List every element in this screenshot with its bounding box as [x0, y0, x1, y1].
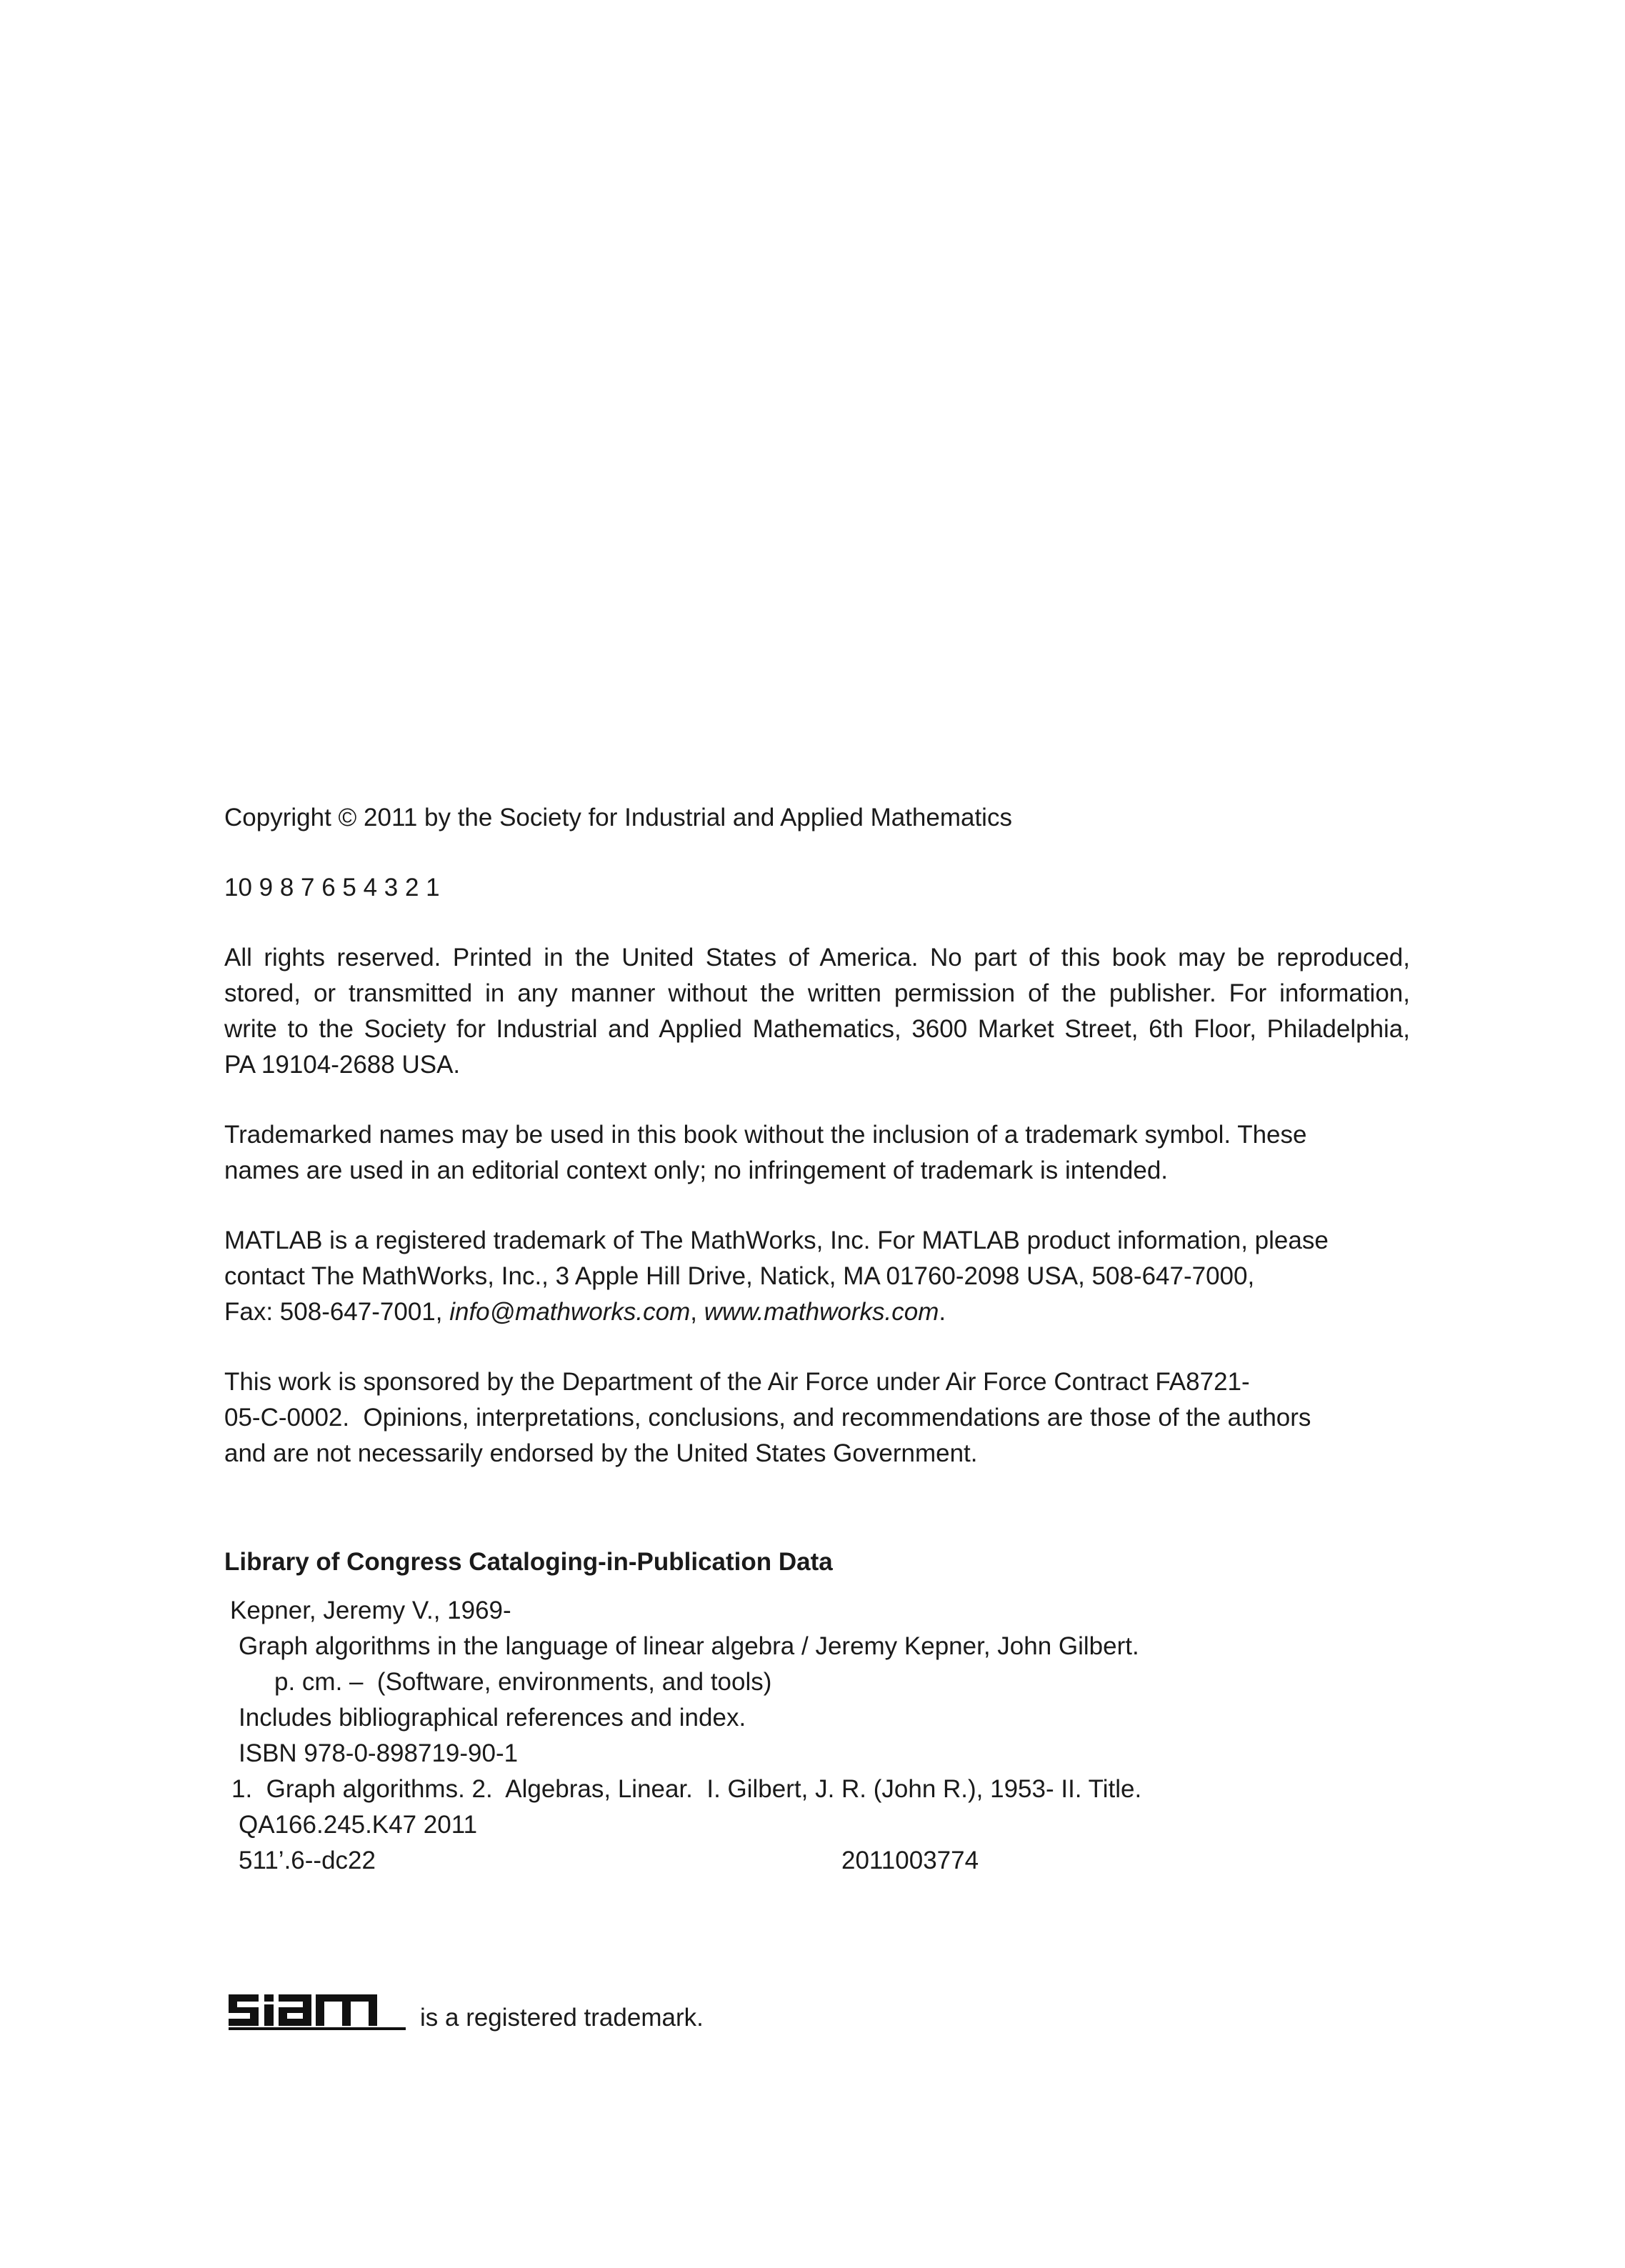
- cip-classification-row: [224, 1843, 1410, 1879]
- rights-line: PA 19104-2688 USA.: [224, 1051, 461, 1079]
- cip-author: Kepner, Jeremy V., 1969-: [230, 1597, 511, 1624]
- siam-logo: [227, 1990, 406, 2030]
- cip-record: [224, 1593, 1410, 1879]
- matlab-contact-line: [224, 1294, 1410, 1330]
- trademarks-line: names are used in an editorial context only; no infringement of trademark is intended.: [224, 1157, 1169, 1184]
- cip-subjects: 1. Graph algorithms. 2. Algebras, Linear. I. Gilbert, J. R. (John R.), 1953- II. Title.: [231, 1775, 1142, 1803]
- cip-physical: p. cm. – (Software, environments, and tools): [274, 1668, 772, 1696]
- cip-lcc: QA166.245.K47 2011: [239, 1811, 478, 1839]
- copyright-line: [224, 800, 1410, 836]
- cip-lccn: 2011003774: [841, 1847, 979, 1874]
- cip-notes: Includes bibliographical references and index.: [239, 1704, 746, 1732]
- rights-paragraph: [224, 940, 1410, 1083]
- sponsor-paragraph: [224, 1364, 1410, 1472]
- rights-line: write to the Society for Industrial and Applied Mathematics, 3600 Market Street, 6th Floor, Philadelphia,: [224, 1015, 1410, 1043]
- siam-logo-text: siam: [227, 1990, 229, 1991]
- matlab-line: MATLAB is a registered trademark of The MathWorks, Inc. For MATLAB product information, please: [224, 1227, 1329, 1254]
- matlab-fax: Fax: 508-647-7001,: [224, 1298, 450, 1326]
- cip-ddc: 511’.6--dc22: [239, 1847, 376, 1874]
- matlab-email-link[interactable]: info@mathworks.com: [449, 1298, 691, 1326]
- cip-title: Graph algorithms in the language of linear algebra / Jeremy Kepner, John Gilbert.: [239, 1632, 1139, 1660]
- copyright-text: Copyright © 2011 by the Society for Industrial and Applied Mathematics: [224, 804, 1012, 831]
- rights-line: stored, or transmitted in any manner without the written permission of the publisher. For information,: [224, 979, 1410, 1007]
- printing-numbers: 10 9 8 7 6 5 4 3 2 1: [224, 874, 440, 901]
- copyright-page: [224, 800, 1410, 1879]
- trademarks-paragraph: [224, 1117, 1410, 1189]
- matlab-line: contact The MathWorks, Inc., 3 Apple Hill Drive, Natick, MA 01760-2098 USA, 508-647-7000,: [224, 1262, 1255, 1290]
- sponsor-line: and are not necessarily endorsed by the United States Government.: [224, 1439, 978, 1467]
- matlab-website-link[interactable]: www.mathworks.com: [704, 1298, 939, 1326]
- matlab-paragraph: [224, 1223, 1410, 1330]
- publisher-footer: [227, 1990, 704, 2030]
- trademarks-line: Trademarked names may be used in this book without the inclusion of a trademark symbol. These: [224, 1121, 1307, 1149]
- cip-isbn: ISBN 978-0-898719-90-1: [239, 1739, 519, 1767]
- cip-heading: Library of Congress Cataloging-in-Publication Data: [224, 1548, 833, 1576]
- sponsor-line: This work is sponsored by the Department of the Air Force under Air Force Contract FA8721-: [224, 1368, 1250, 1396]
- matlab-separator: ,: [690, 1298, 704, 1326]
- sponsor-line: 05-C-0002. Opinions, interpretations, conclusions, and recommendations are those of the authors: [224, 1404, 1311, 1432]
- rights-line: All rights reserved. Printed in the United States of America. No part of this book may be reproduced,: [224, 944, 1410, 971]
- matlab-period: .: [939, 1298, 946, 1326]
- trademark-note: is a registered trademark.: [420, 2004, 704, 2032]
- printing-line: [224, 870, 1410, 906]
